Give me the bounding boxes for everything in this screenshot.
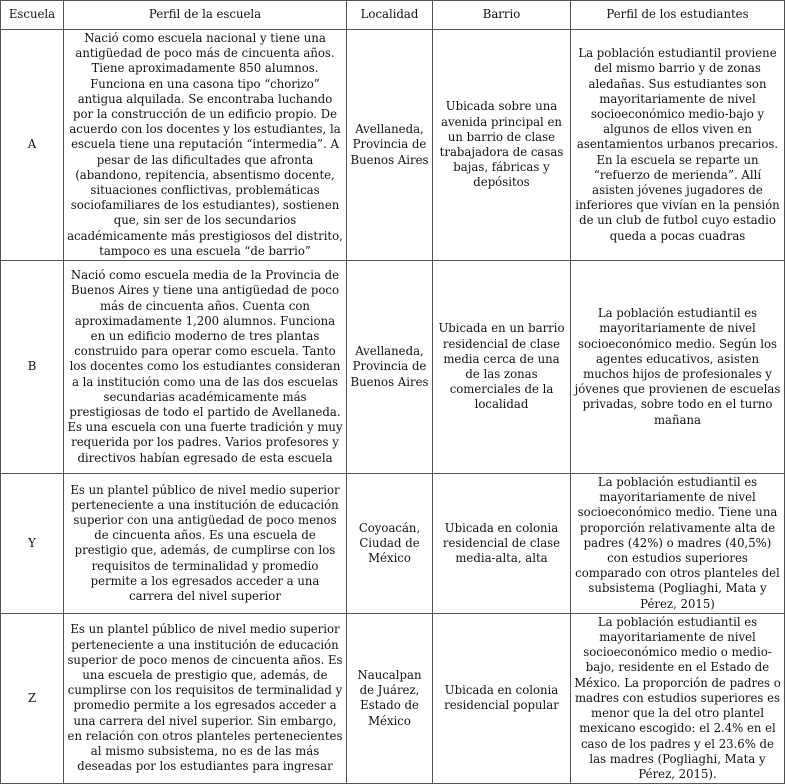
cell-barrio: Ubicada en colonia residencial de clase media-alta, alta — [433, 474, 571, 614]
header-localidad: Localidad — [347, 1, 433, 30]
header-escuela: Escuela — [1, 1, 64, 30]
header-row — [1, 1, 785, 30]
table-row — [1, 474, 785, 614]
table-row — [1, 30, 785, 261]
cell-estudiantes: La población estudiantil es mayoritariamente de nivel socioeconómico medio. Tiene una proporción relativamente alta de padres (42%) o madres (40,5%) con estudios superiores comparado con otros planteles del subsistema (Pogliaghi, Mata y Pérez, 2015) — [571, 474, 785, 614]
cell-escuela: B — [1, 261, 64, 474]
cell-escuela: A — [1, 30, 64, 261]
cell-barrio: Ubicada en un barrio residencial de clase media cerca de una de las zonas comerciales de la localidad — [433, 261, 571, 474]
cell-estudiantes: La población estudiantil es mayoritariamente de nivel socioeconómico medio. Según los agentes educativos, asisten muchos hijos de profesionales y jóvenes que provienen de escuelas privadas, sobre todo en el turno mañana — [571, 261, 785, 474]
cell-escuela: Z — [1, 613, 64, 783]
cell-perfil: Es un plantel público de nivel medio superior perteneciente a una institución de educación superior con una antigüedad de poco menos de cincuenta años. Es una escuela de prestigio que, además, de cumplirse con los requisitos de terminalidad y promedio permite a los egresados acceder a una carrera del nivel superior — [64, 474, 347, 614]
cell-perfil: Nació como escuela nacional y tiene una antigüedad de poco más de cincuenta años. Tiene aproximadamente 850 alumnos. Funciona en una casona tipo “chorizo” antigua alquilada. Se encontraba luchando por la construcción de un edificio propio. De acuerdo con los docentes y los estudiantes, la escuela tiene una reputación “intermedia”. A pesar de las dificultades que afronta (abandono, repitencia, absentismo docente, situaciones conflictivas, problemáticas sociofamiliares de los estudiantes), sostienen que, sin ser de los secundarios académicamente más prestigiosos del distrito, tampoco es una escuela “de barrio” — [64, 30, 347, 261]
cell-localidad: Avellaneda, Provincia de Buenos Aires — [347, 261, 433, 474]
cell-escuela: Y — [1, 474, 64, 614]
table-row — [1, 261, 785, 474]
cell-estudiantes: La población estudiantil es mayoritariamente de nivel socioeconómico medio o medio-bajo, residente en el Estado de México. La proporción de padres o madres con estudios superiores es menor que la del otro plantel mexicano escogido: el 2.4% en el caso de los padres y el 23.6% de las madres (Pogliaghi, Mata y Pérez, 2015). — [571, 613, 785, 783]
cell-perfil: Es un plantel público de nivel medio superior perteneciente a una institución de educación superior de poco menos de cincuenta años. Es una escuela de prestigio que, además, de cumplirse con los requisitos de terminalidad y promedio permite a los egresados acceder a una carrera del nivel superior. Sin embargo, en relación con otros planteles pertenecientes al mismo subsistema, no es de las más deseadas por los estudiantes para ingresar — [64, 613, 347, 783]
cell-perfil: Nació como escuela media de la Provincia de Buenos Aires y tiene una antigüedad de poco más de cincuenta años. Cuenta con aproximadamente 1,200 alumnos. Funciona en un edificio moderno de tres plantas construido para operar como escuela. Tanto los docentes como los estudiantes consideran a la institución como una de las dos escuelas secundarias académicamente más prestigiosas de todo el partido de Avellaneda. Es una escuela con una fuerte tradición y muy requerida por los padres. Varios profesores y directivos habían egresado de esta escuela — [64, 261, 347, 474]
cell-barrio: Ubicada en colonia residencial popular — [433, 613, 571, 783]
cell-localidad: Coyoacán, Ciudad de México — [347, 474, 433, 614]
header-perfil-estudiantes: Perfil de los estudiantes — [571, 1, 785, 30]
cell-localidad: Avellaneda, Provincia de Buenos Aires — [347, 30, 433, 261]
header-barrio: Barrio — [433, 1, 571, 30]
cell-barrio: Ubicada sobre una avenida principal en un barrio de clase trabajadora de casas bajas, fábricas y depósitos — [433, 30, 571, 261]
header-perfil-escuela: Perfil de la escuela — [64, 1, 347, 30]
cell-localidad: Naucalpan de Juárez, Estado de México — [347, 613, 433, 783]
cell-estudiantes: La población estudiantil proviene del mismo barrio y de zonas aledañas. Sus estudiantes son mayoritariamente de nivel socioeconómico medio-bajo y algunos de ellos viven en asentamientos urbanos precarios. En la escuela se reparte un “refuerzo de merienda”. Allí asisten jóvenes jugadores de inferiores que vivían en la pensión de un club de futbol cuyo estadio queda a pocas cuadras — [571, 30, 785, 261]
table-row — [1, 613, 785, 783]
